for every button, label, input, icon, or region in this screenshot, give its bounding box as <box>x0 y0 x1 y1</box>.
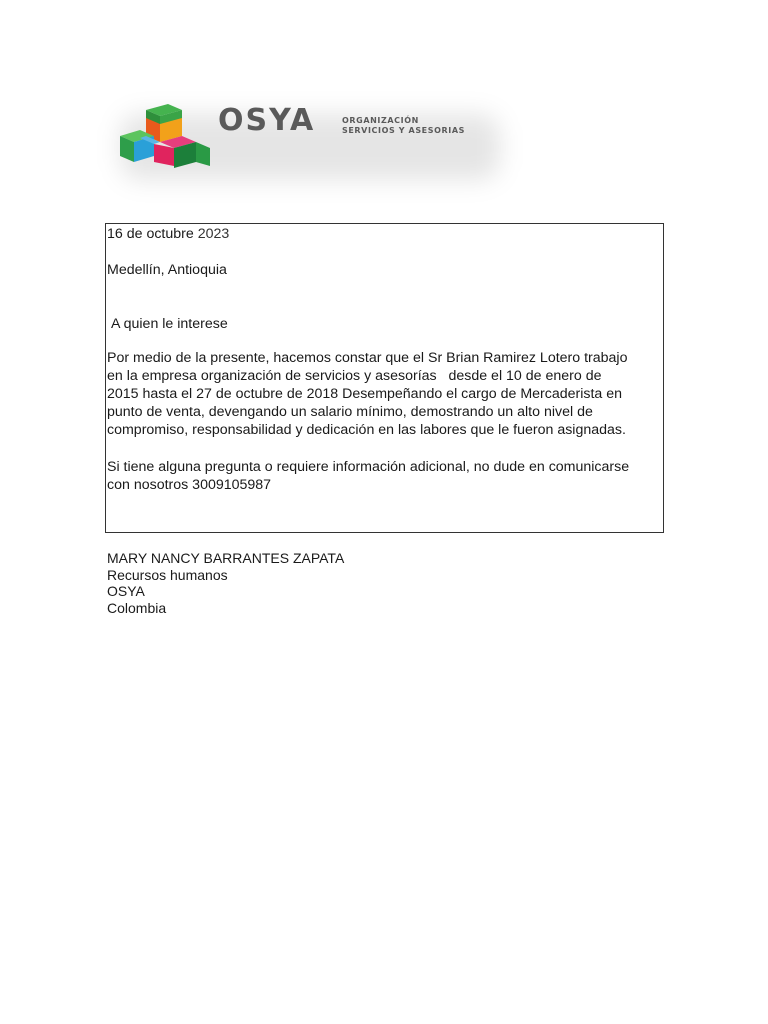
brand-tagline-line1: ORGANIZACIÓN <box>342 116 419 125</box>
paragraph-1-line: 2015 hasta el 27 de octubre de 2018 Desempeñando el cargo de Mercaderista en <box>107 386 623 402</box>
date-day-month: 16 de octubre <box>107 226 194 242</box>
signature-company: OSYA <box>107 583 145 599</box>
brand-tagline-line2: SERVICIOS Y ASESORIAS <box>342 126 465 135</box>
letter-body-box <box>105 223 664 533</box>
paragraph-1-line: Por medio de la presente, hacemos constar que el Sr Brian Ramirez Lotero trabajo <box>107 350 628 366</box>
paragraph-1-line: en la empresa organización de servicios y asesorías desde el 10 de enero de <box>107 368 602 384</box>
cube-logo-icon <box>110 96 222 176</box>
signature-country: Colombia <box>107 599 167 616</box>
paragraph-1-line: punto de venta, devengando un salario mínimo, demostrando un alto nivel de <box>107 404 593 420</box>
letter-date <box>107 225 663 243</box>
letter-paragraph-2 <box>107 458 663 494</box>
date-year: 2023 <box>197 226 230 242</box>
company-logo <box>110 96 510 196</box>
signature-block <box>107 550 344 616</box>
letter-city: Medellín, Antioquia <box>107 262 227 278</box>
signature-department: Recursos humanos <box>107 566 228 583</box>
signature-name: MARY NANCY BARRANTES ZAPATA <box>107 550 345 566</box>
brand-tagline <box>342 116 465 136</box>
letter-greeting: A quien le interese <box>111 316 228 332</box>
letter-paragraph-1 <box>107 349 663 439</box>
paragraph-2-line: con nosotros 3009105987 <box>107 477 272 493</box>
paragraph-2-line: Si tiene alguna pregunta o requiere información adicional, no dude en comunicarse <box>107 459 630 475</box>
brand-name: OSYA <box>218 103 316 138</box>
paragraph-1-line: compromiso, responsabilidad y dedicación en las labores que le fueron asignadas. <box>107 422 626 438</box>
